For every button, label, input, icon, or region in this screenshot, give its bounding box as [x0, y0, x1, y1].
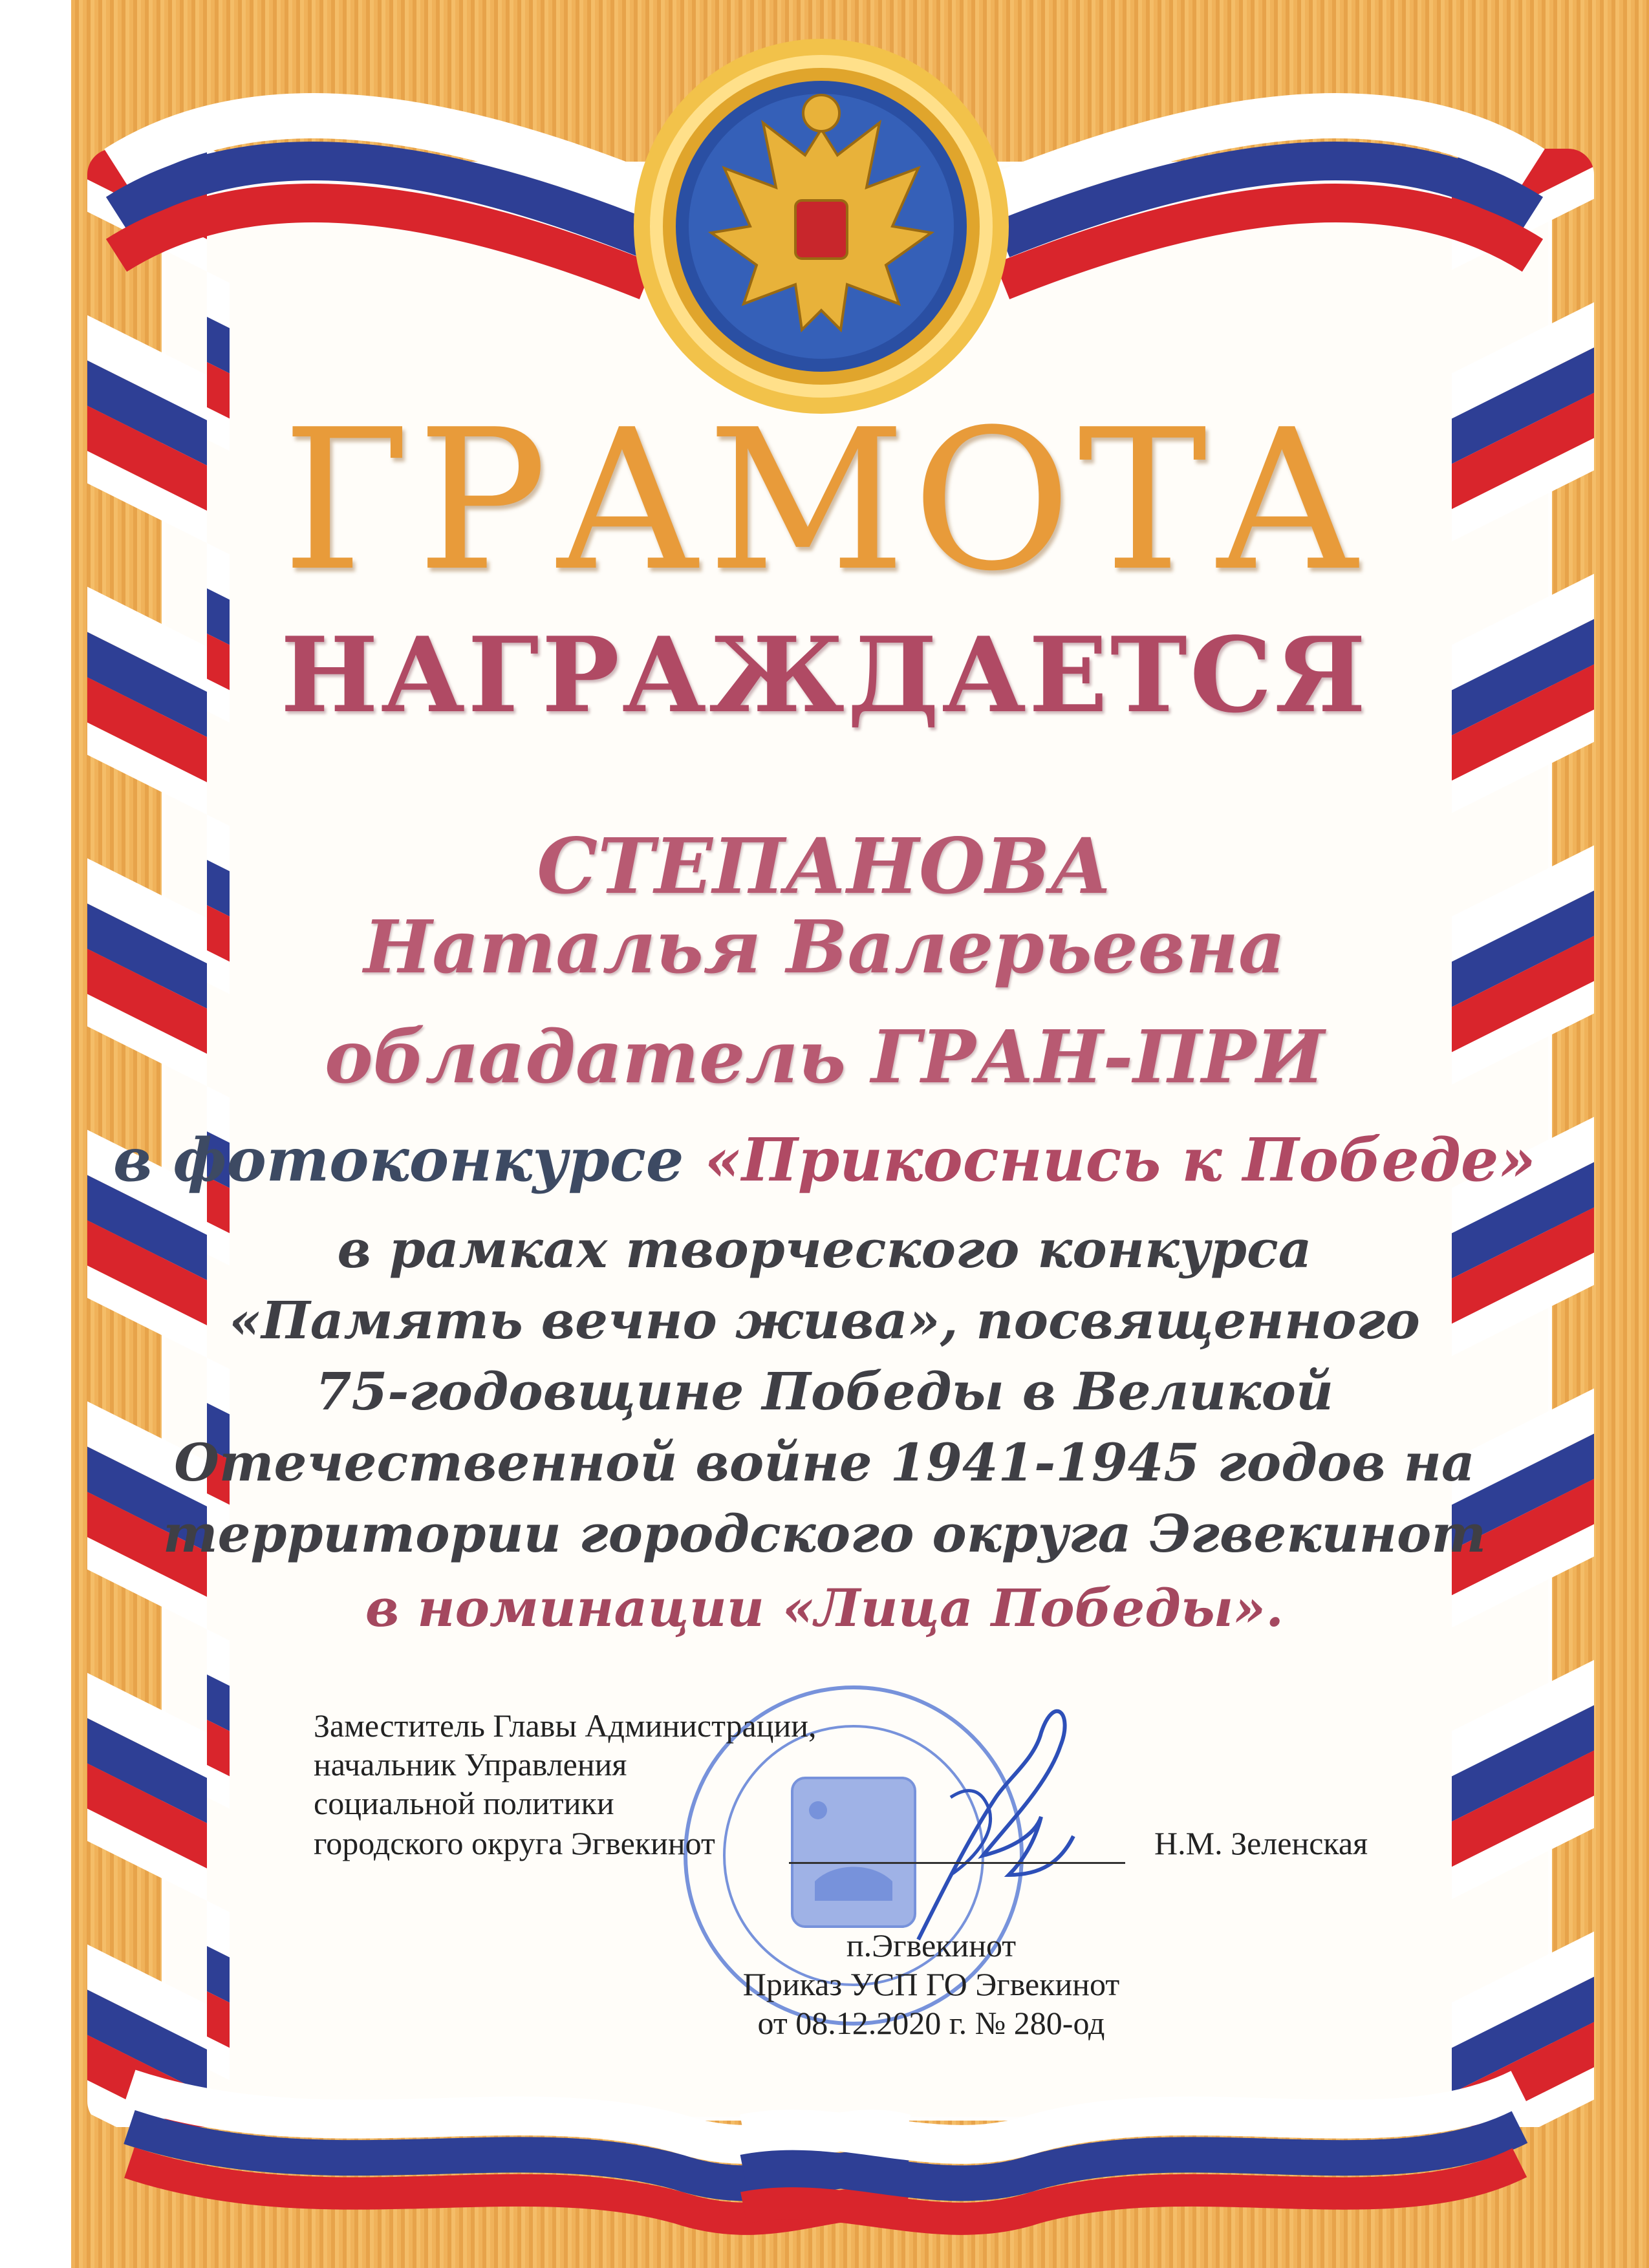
body-line: территории городского округа Эгвекинот: [162, 1503, 1487, 1564]
coat-of-arms-emblem: [634, 39, 1009, 414]
nomination-line: в номинации «Лица Победы».: [365, 1578, 1284, 1638]
order-reference: Приказ УСП ГО Эгвекинот: [742, 1966, 1120, 2002]
contest-prefix: в фотоконкурсе: [113, 1125, 684, 1195]
recipient-given-names: Наталья Валерьевна: [363, 905, 1286, 990]
certificate-title: ГРАМОТА: [281, 388, 1368, 614]
contest-line: [0, 1125, 1649, 1195]
signer-position-line: социальной политики: [314, 1785, 614, 1821]
awarded-heading: НАГРАЖДАЕТСЯ: [280, 614, 1369, 736]
body-line: Отечественной войне 1941-1945 годов на: [174, 1432, 1475, 1493]
handwritten-signature: [918, 1711, 1073, 1940]
order-date: от 08.12.2020 г. № 280-од: [757, 2005, 1105, 2041]
recipient-surname: СТЕПАНОВА: [537, 821, 1112, 911]
order-place: п.Эгвекинот: [846, 1927, 1017, 1963]
award-title: обладатель ГРАН-ПРИ: [324, 1015, 1325, 1100]
contest-name: «Прикоснись к Победе»: [704, 1125, 1536, 1195]
body-line: «Память вечно жива», посвященного: [229, 1290, 1420, 1351]
body-line: 75-годовщине Победы в Великой: [315, 1361, 1334, 1422]
bottom-ribbon: [129, 2088, 1520, 2219]
signer-position-line: начальник Управления: [314, 1746, 627, 1782]
signature-line: [789, 1862, 1125, 1864]
signer-position-line: Заместитель Главы Администрации,: [314, 1707, 817, 1744]
signer-name: Н.М. Зеленская: [1154, 1825, 1368, 1861]
signer-position-line: городского округа Эгвекинот: [314, 1825, 715, 1861]
body-line: в рамках творческого конкурса: [337, 1219, 1312, 1279]
